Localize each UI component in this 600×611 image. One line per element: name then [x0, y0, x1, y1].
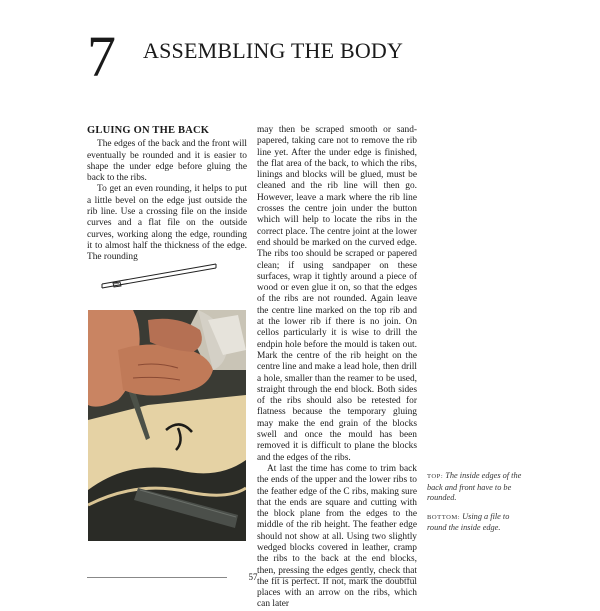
chapter-title: ASSEMBLING THE BODY [143, 38, 404, 63]
page-number: 57 [248, 572, 258, 582]
text-column-left [87, 125, 247, 264]
caption-top [427, 471, 527, 504]
paragraph: The edges of the back and the front will eventually be rounded and it is easier to shape the under edge before gluing the back to the ribs. [87, 139, 247, 184]
paragraph: may then be scraped smooth or sand-papered, taking care not to remove the rib line yet. After the under edge is finished, the flat area of the back, to which the ribs, linings and blocks will be glued, must be cleaned and the rib line will then go. However, leave a mark where the rib line crosses the centre join under the button which will help to locate the ribs in the correct place. The centre joint at the lower end should be marked on the curved edge. The ribs too should be scraped or papered clean; if using sandpaper on these surfaces, wrap it tightly around a piece of wood or even glue it on, so that the edges of the ribs are not rounded. Again leave the centre line marked on the top rib and at the lower rib if there is no join. On cellos particularly it is wise to drill the endpin hole before the mould is taken out. Mark the centre of the rib height on the centre line and make a lead hole, then drill a hole, smaller than the reamer to be used, straight through the end block. Both sides of the ribs should also be retested for flatness because the temporary gluing may make the end grain of the blocks swell and once the mould has been removed it is difficult to plane the blocks and the edges of the ribs. [257, 125, 417, 463]
paragraph: To get an even rounding, it helps to put a little bevel on the edge just outside the rib line. Use a crossing file on the inside curves and a flat file on the outside curves, working along the edge, rounding it to almost half the thickness of the edge. The rounding [87, 184, 247, 263]
caption-bottom-label: BOTTOM: [427, 513, 461, 521]
footer-rule-left [87, 577, 227, 578]
photo-filing-edge [88, 310, 246, 541]
text-column-right [257, 125, 417, 611]
caption-top-text: The inside edges of the back and front have to be rounded. [427, 471, 522, 502]
paragraph: At last the time has come to trim back the ends of the upper and the lower ribs to the feather edge of the C ribs, making sure that the ends are square and cutting with the block plane from the edges to the middle of the rib height. The feather edge should not show at all. Using two slightly wedged blocks covered in leather, cramp the ribs to the back at the end blocks, then, pressing the edges gently, check that the fit is perfect. If not, mark the doubtful places with an arrow on the ribs, which can later [257, 463, 417, 610]
section-heading: GLUING ON THE BACK [87, 125, 210, 136]
caption-top-label: TOP: [427, 473, 444, 480]
edge-profile-illustration [98, 258, 220, 292]
chapter-number: 7 [87, 24, 115, 89]
photo-captions [427, 471, 527, 542]
caption-bottom [427, 512, 527, 534]
footer-rule-right [275, 577, 415, 578]
caption-bottom-text: Using a file to round the inside edge. [427, 511, 510, 532]
